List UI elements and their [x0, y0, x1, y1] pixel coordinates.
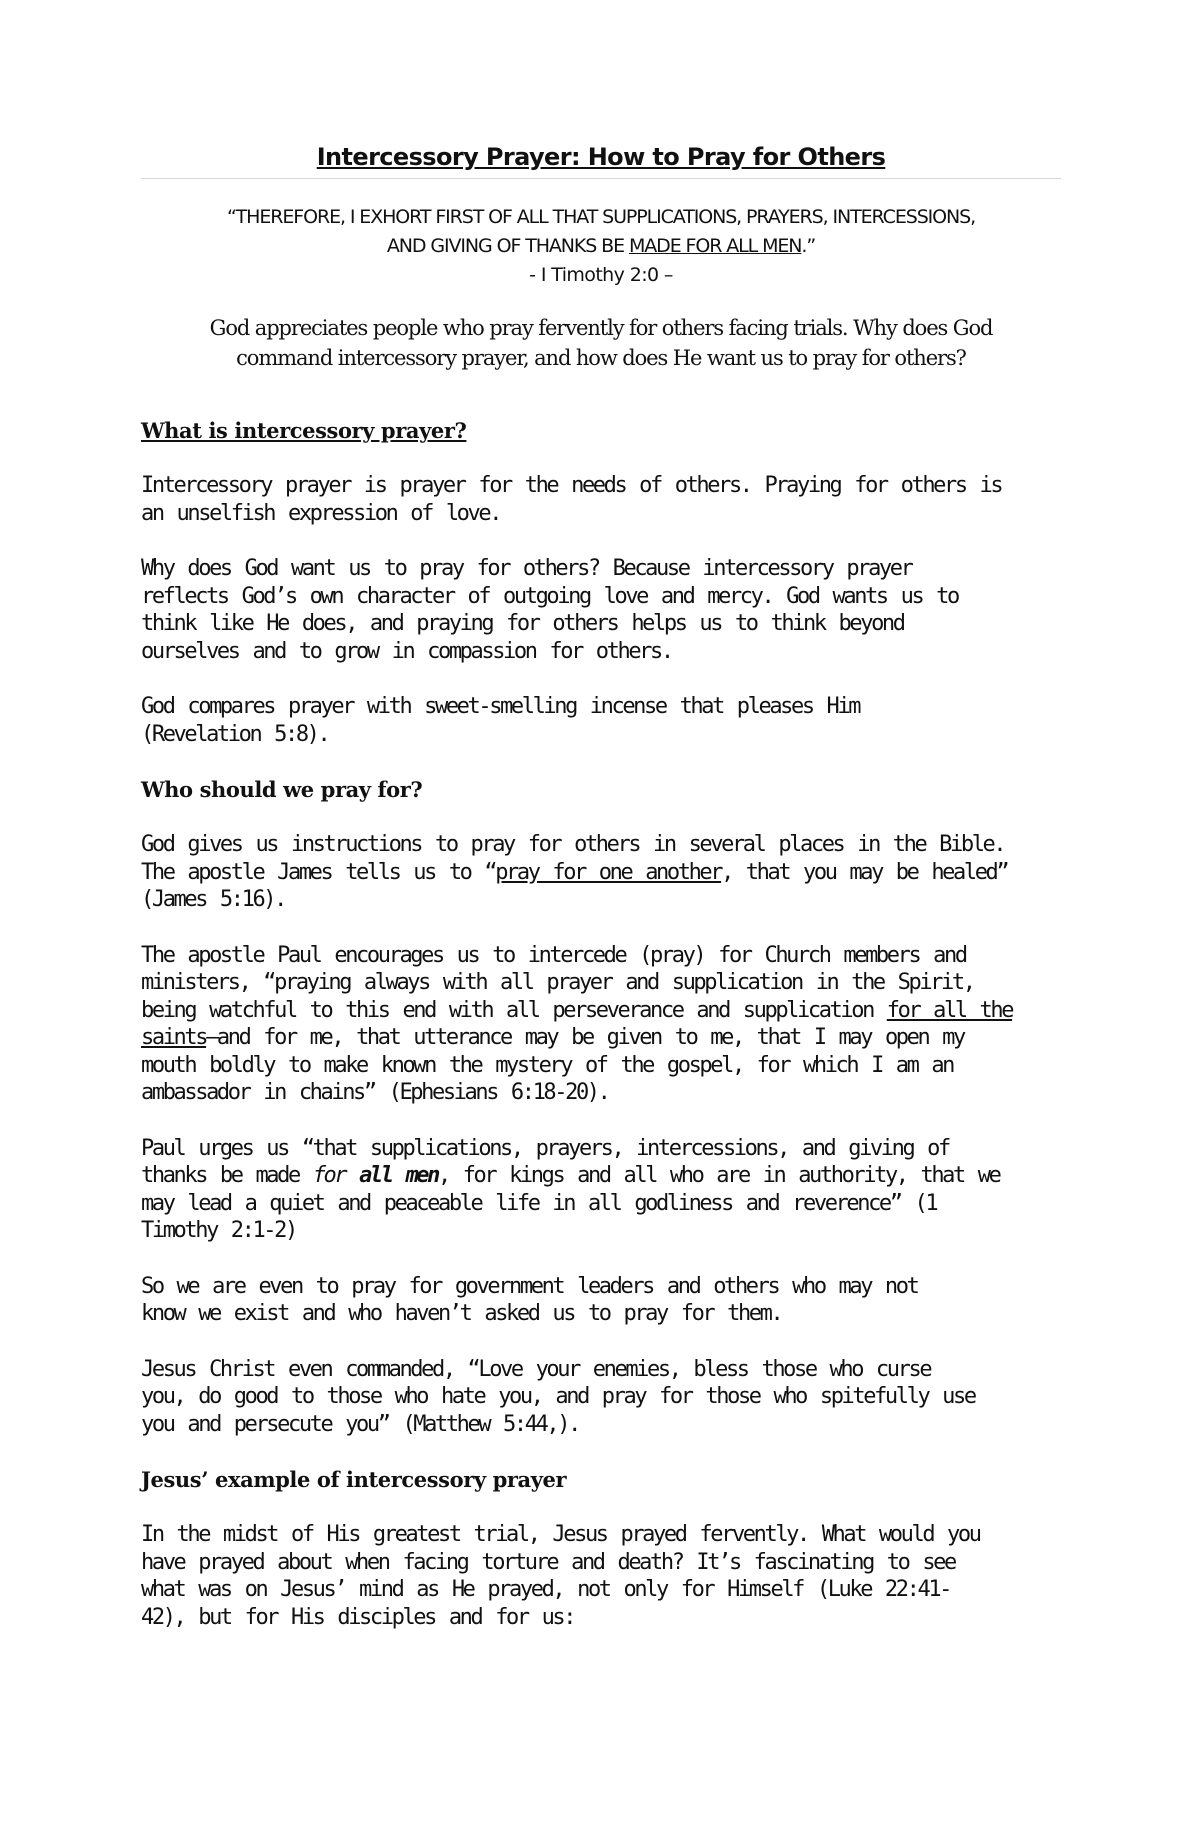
paragraph: Paul urges us “that supplications, prayers, intercessions, and giving of thanks be made for all men, for kings and all who are in authority, that we may lead a quiet and peaceable life in all godliness and reverence” (1 Timothy 2:1-2)	[141, 1135, 1000, 1243]
scripture-quote	[141, 203, 1061, 261]
scripture-quote-line: “THEREFORE, I EXHORT FIRST OF ALL THAT SUPPLICATIONS, PRAYERS, INTERCESSIONS,	[226, 206, 976, 228]
paragraph: Jesus Christ even commanded, “Love your enemies, bless those who curse you, do good to those who hate you, and pray for those who spitefully use you and persecute you” (Matthew 5:44,).	[141, 1356, 975, 1437]
paragraph: Why does God want us to pray for others? Because intercessory prayer reflects God’s own character of outgoing love and mercy. God wants us to think like He does, and praying for others helps us to think beyond ourselves and to grow in compassion for others.	[141, 556, 958, 664]
bold-italic-phrase: all men	[359, 1163, 438, 1188]
underlined-phrase: for all the	[886, 997, 1013, 1023]
italic-phrase: for	[312, 1163, 360, 1188]
underlined-phrase: MADE FOR ALL MEN	[628, 235, 802, 257]
scripture-quote-line: AND GIVING OF THANKS BE MADE FOR ALL MEN.”	[386, 235, 816, 257]
section-heading-who: Who should we pray for?	[141, 777, 423, 802]
paragraph: Intercessory prayer is prayer for the needs of others. Praying for others is an unselfish expression of love.	[141, 473, 1002, 526]
title-divider	[141, 178, 1061, 179]
document-title: Intercessory Prayer: How to Pray for Others	[316, 143, 886, 171]
underlined-phrase: pray for one another	[495, 859, 722, 885]
paragraph: God gives us instructions to pray for others in several places in the Bible. The apostle James tells us to “pray for one another, that you may be healed” (James 5:16).	[141, 832, 1008, 912]
paragraph: So we are even to pray for government leaders and others who may not know we exist and who haven’t asked us to pray for them.	[141, 1273, 918, 1326]
section-heading-what: What is intercessory prayer?	[141, 418, 467, 443]
intro-paragraph: God appreciates people who pray fervently for others facing trials. Why does God command intercessory prayer, and how does He want us to pray for others?	[209, 316, 993, 370]
document-body	[141, 140, 1061, 1631]
paragraph: In the midst of His greatest trial, Jesus prayed fervently. What would you have prayed about when facing torture and death? It’s fascinating to see what was on Jesus’ mind as He prayed, not only for Himself (Luke 22:41- 42), but for His disciples and for us:	[141, 1522, 980, 1630]
paragraph: God compares prayer with sweet-smelling incense that pleases Him (Revelation 5:8).	[141, 694, 860, 747]
scripture-reference: - I Timothy 2:0 –	[529, 264, 673, 286]
section-heading-example: Jesus’ example of intercessory prayer	[141, 1467, 567, 1492]
paragraph: The apostle Paul encourages us to intercede (pray) for Church members and ministers, “praying always with all prayer and supplication in the Spirit, being watchful to this end with all perseverance and supplication for all the saints—and for me, that utterance may be given to me, that I may open my mouth boldly to make known the mystery of the gospel, for which I am an ambassador in chains” (Ephesians 6:18-20).	[141, 942, 1013, 1105]
underlined-phrase: saints	[141, 1025, 207, 1050]
